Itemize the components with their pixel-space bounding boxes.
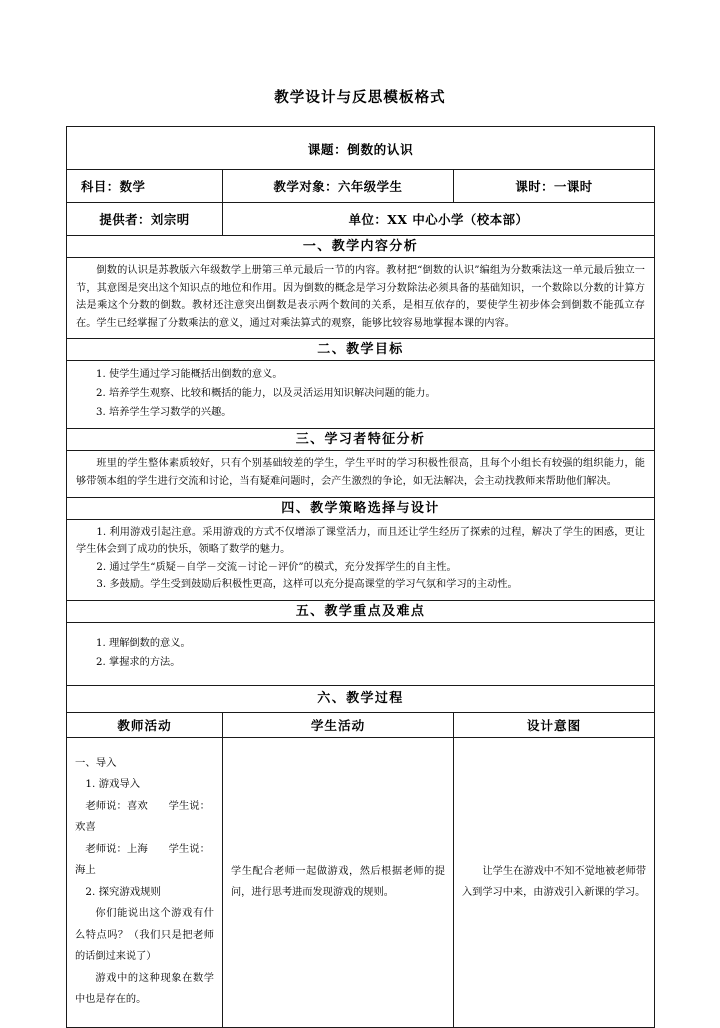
column-header-design-intent: 设计意图 xyxy=(454,712,655,737)
student-activity-cell xyxy=(223,737,454,1027)
page-title: 教学设计与反思模板格式 xyxy=(274,89,446,106)
design-intent-paragraph: 让学生在游戏中不知不觉地被老师带入到学习中来，由游戏引入新课的学习。 xyxy=(462,865,647,898)
table-row-topic xyxy=(67,127,655,170)
section-heading-objectives: 二、教学目标 xyxy=(67,339,655,361)
table-row-section2-heading xyxy=(67,339,655,361)
strategy-item: 1. 利用游戏引起注意。采用游戏的方式不仅增添了课堂活力，而且还让学生经历了探索的过程，解决了学生的困惑，更让学生体会到了成功的快乐，领略了数学的魅力。 xyxy=(76,526,646,556)
strategy-item: 3. 多鼓励。学生受到鼓励后积极性更高，这样可以充分提高课堂的学习气氛和学习的主动性。 xyxy=(96,579,518,591)
section-heading-key-points: 五、教学重点及难点 xyxy=(67,600,655,622)
teacher-activity-paragraph: 你们能说出这个游戏有什么特点吗？（我们只是把老师的话倒过来说了） xyxy=(75,908,214,963)
column-header-teacher-activity: 教师活动 xyxy=(67,712,223,737)
table-row-section4-heading xyxy=(67,497,655,519)
list-item: 1. 使学生通过学习能概括出倒数的意义。 xyxy=(96,369,283,381)
lesson-topic-cell: 课题：倒数的认识 xyxy=(67,127,655,170)
list-item: 2. 培养学生观察、比较和概括的能力，以及灵活运用知识解决问题的能力。 xyxy=(96,388,436,400)
teacher-activity-line: 老师说：上海 学生说：海上 xyxy=(75,842,211,877)
section-body-strategy xyxy=(67,519,655,600)
table-row-section5-body xyxy=(67,622,655,685)
provider-cell: 提供者：刘宗明 xyxy=(67,203,223,236)
section-heading-strategy: 四、教学策略选择与设计 xyxy=(67,497,655,519)
learner-analysis-paragraph: 班里的学生整体素质较好，只有个别基础较差的学生，学生平时的学习积极性很高，且每个小组长有较强的组织能力，能够带领本组的学生进行交流和讨论，当有疑难问题时，会产生激烈的争论，如无法解决，会主动找教师来帮助他们解决。 xyxy=(76,458,646,487)
lesson-plan-table xyxy=(66,126,655,1028)
teacher-activity-cell xyxy=(67,737,223,1027)
student-activity-paragraph: 学生配合老师一起做游戏，然后根据老师的提问，进行思考进而发现游戏的规则。 xyxy=(231,865,445,898)
teacher-activity-line: 老师说：喜欢 学生说：欢喜 xyxy=(75,799,211,834)
teacher-activity-line: 1. 游戏导入 xyxy=(85,778,141,791)
table-row-section6-heading xyxy=(67,685,655,712)
column-header-student-activity: 学生活动 xyxy=(223,712,454,737)
teacher-activity-paragraph: 游戏中的这种现象在数学中也是存在的。 xyxy=(75,972,214,1006)
unit-cell: 单位：XX 中心小学（校本部） xyxy=(223,203,655,236)
strategy-item: 2. 通过学生“质疑－自学－交流－讨论－评价”的模式，充分发挥学生的自主性。 xyxy=(96,561,457,573)
table-row-section1-heading xyxy=(67,236,655,258)
duration-cell: 课时：一课时 xyxy=(454,170,655,203)
table-row-provider-info xyxy=(67,203,655,236)
audience-cell: 教学对象：六年级学生 xyxy=(223,170,454,203)
list-item: 1. 理解倒数的意义。 xyxy=(96,637,191,649)
table-row-section1-body xyxy=(67,258,655,339)
subject-cell: 科目：数学 xyxy=(67,170,223,203)
section-body-key-points xyxy=(67,622,655,685)
section-body-content-analysis xyxy=(67,258,655,339)
section-heading-content-analysis: 一、教学内容分析 xyxy=(67,236,655,258)
table-row-section3-heading xyxy=(67,429,655,451)
teacher-activity-line: 2. 探究游戏规则 xyxy=(85,885,161,898)
section-body-objectives xyxy=(67,361,655,429)
content-analysis-paragraph: 倒数的认识是苏教版六年级数学上册第三单元最后一节的内容。教材把“倒数的认识”编组为分数乘法这一单元最后独立一节，其意图是突出这个知识点的地位和作用。因为倒数的概念是学习分数除法必须具备的基础知识，一个数除以分数的计算方法是乘这个分数的倒数。教材还注意突出倒数是表示两个数间的关系，是相互依存的，要使学生初步体会到倒数不能孤立存在。学生已经掌握了分数乘法的意义，通过对乘法算式的观察，能够比较容易地掌握本课的内容。 xyxy=(76,265,646,329)
section-heading-learner-analysis: 三、学习者特征分析 xyxy=(67,429,655,451)
list-item: 3. 培养学生学习数学的兴趣。 xyxy=(96,407,232,419)
table-row-section2-body xyxy=(67,361,655,429)
table-row-section3-body xyxy=(67,451,655,497)
table-row-process-columns xyxy=(67,712,655,737)
list-item: 2. 掌握求的方法。 xyxy=(96,656,181,668)
table-row-process-content xyxy=(67,737,655,1027)
design-intent-cell xyxy=(454,737,655,1027)
table-row-section5-heading xyxy=(67,600,655,622)
table-row-subject-info xyxy=(67,170,655,203)
section-heading-process: 六、教学过程 xyxy=(67,685,655,712)
table-row-section4-body xyxy=(67,519,655,600)
section-body-learner-analysis xyxy=(67,451,655,497)
teacher-activity-line: 一、导入 xyxy=(75,756,117,769)
